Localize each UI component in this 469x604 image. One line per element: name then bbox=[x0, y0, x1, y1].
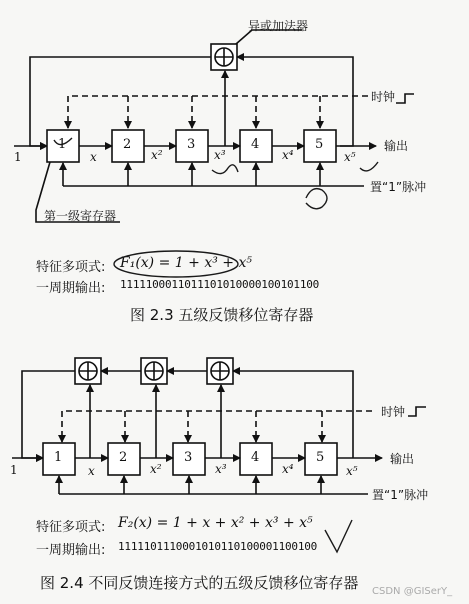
fig1-poly: F₁(x) = 1 + x³ + x⁵ bbox=[120, 255, 252, 271]
fig1-stage-4-label: 4 bbox=[251, 137, 260, 152]
fig2-poly-prefix: 特征多项式: bbox=[36, 520, 106, 535]
fig1-input-one: 1 bbox=[14, 150, 22, 164]
fig2-edge-x4: x⁴ bbox=[282, 462, 294, 476]
fig2-edge-x2: x² bbox=[150, 462, 162, 476]
fig2-set-pulse-label: 置“1”脉冲 bbox=[372, 488, 429, 502]
fig1-edge-x2: x² bbox=[151, 148, 163, 162]
fig2-stage-2-label: 2 bbox=[119, 450, 128, 465]
fig2-poly: F₂(x) = 1 + x + x² + x³ + x⁵ bbox=[118, 515, 313, 531]
watermark: CSDN @GISerY_ bbox=[372, 586, 453, 597]
fig1-edge-x: x bbox=[90, 150, 97, 164]
fig1-stage-3-label: 3 bbox=[187, 137, 196, 152]
fig2-edge-x: x bbox=[88, 464, 95, 478]
fig2-input-one: 1 bbox=[10, 463, 18, 477]
fig2-stage-1-label: 1 bbox=[54, 450, 63, 465]
fig2-clock-label: 时钟 bbox=[381, 405, 406, 419]
fig2-edge-x3: x³ bbox=[215, 462, 227, 476]
fig2-period-prefix: 一周期输出: bbox=[36, 543, 106, 558]
fig1-first-reg-label: 第一级寄存器 bbox=[44, 209, 117, 223]
fig2-stage-3-label: 3 bbox=[184, 450, 193, 465]
fig2-xor-adder-1-icon bbox=[75, 358, 101, 384]
fig1-poly-prefix: 特征多项式: bbox=[36, 260, 106, 275]
fig1-period-prefix: 一周期输出: bbox=[36, 281, 106, 296]
fig2-xor-adder-2-icon bbox=[141, 358, 167, 384]
fig1-stage-5-label: 5 bbox=[315, 137, 324, 152]
fig2-stage-4-label: 4 bbox=[251, 450, 260, 465]
fig1-xor-label: 异或加法器 bbox=[248, 19, 309, 33]
fig1-stage-2-label: 2 bbox=[123, 137, 132, 152]
fig1-stage-1-label: 1 bbox=[58, 137, 67, 152]
fig1-edge-x3: x³ bbox=[214, 148, 226, 162]
fig2-caption: 图 2.4 不同反馈连接方式的五级反馈移位寄存器 bbox=[40, 574, 359, 592]
fig1-caption: 图 2.3 五级反馈移位寄存器 bbox=[130, 306, 314, 324]
fig2-clock-pulse-icon bbox=[408, 407, 426, 416]
fig1-clock-label: 时钟 bbox=[371, 90, 396, 104]
fig2-output-label: 输出 bbox=[390, 452, 415, 466]
fig1-set-pulse-label: 置“1”脉冲 bbox=[370, 180, 427, 194]
fig2-xor-adder-3-icon bbox=[207, 358, 233, 384]
fig2-period-output: 1111101110001010110100001100100 bbox=[118, 540, 318, 553]
fig1-edge-x4: x⁴ bbox=[282, 148, 294, 162]
fig1-edge-x5: x⁵ bbox=[344, 150, 356, 164]
fig2-stage-5-label: 5 bbox=[316, 450, 325, 465]
fig1-period-output: 1111100011011101010000100101100 bbox=[120, 278, 320, 291]
fig1-output-label: 输出 bbox=[384, 139, 409, 153]
fig2-handwritten-check bbox=[325, 520, 352, 552]
fig2-edge-x5: x⁵ bbox=[346, 464, 358, 478]
